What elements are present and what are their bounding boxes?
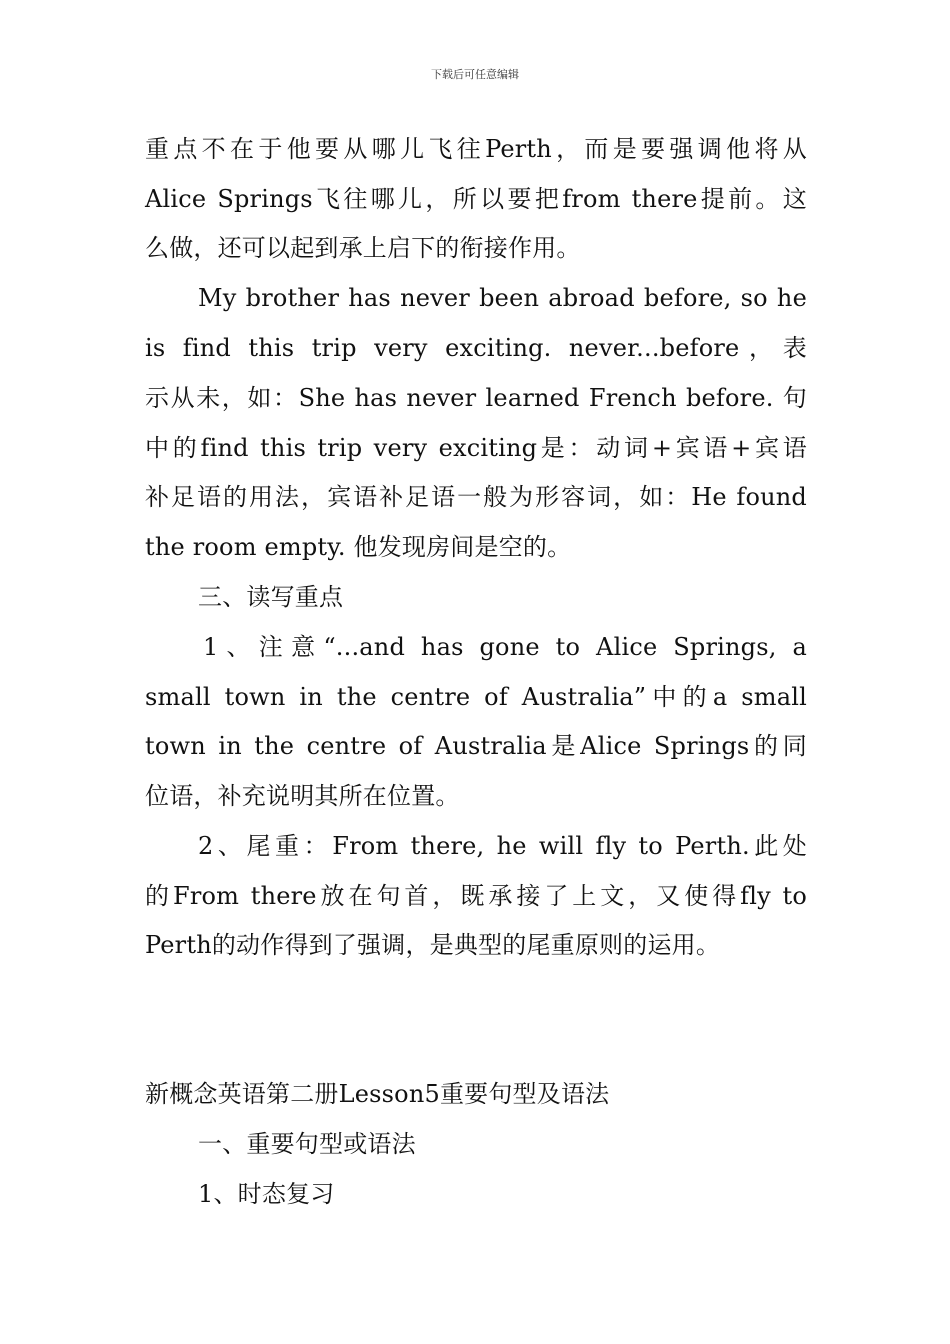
body-line: 么做，还可以起到承上启下的衔接作用。 <box>145 234 581 262</box>
body-line: 的From there放在句首，既承接了上文，又使得fly to <box>145 882 807 910</box>
body-line: Perth的动作得到了强调，是典型的尾重原则的运用。 <box>145 931 721 959</box>
body-line: 1、注意“...and has gone to Alice Springs, a <box>203 633 807 661</box>
subsection-heading: 1、时态复习 <box>198 1180 335 1208</box>
body-line: is find this trip very exciting. never...before，表 <box>145 334 807 362</box>
page-header: 下载后可任意编辑 <box>431 68 519 81</box>
body-line: 中的find this trip very exciting是：动词+宾语+宾语 <box>145 434 807 462</box>
section-heading: 一、重要句型或语法 <box>198 1130 416 1158</box>
section-heading: 三、读写重点 <box>198 583 344 611</box>
body-line: My brother has never been abroad before, so he <box>198 284 807 312</box>
body-line: 重点不在于他要从哪儿飞往Perth，而是要强调他将从 <box>145 135 807 163</box>
body-line: town in the centre of Australia是Alice Springs的同 <box>145 732 807 760</box>
body-line: small town in the centre of Australia”中的a small <box>145 683 807 711</box>
body-line: 示从未，如：She has never learned French before. 句 <box>145 384 807 412</box>
body-line: 2、尾重：From there, he will fly to Perth.此处 <box>198 832 807 860</box>
body-line: Alice Springs飞往哪儿，所以要把from there提前。这 <box>145 185 807 213</box>
body-line: the room empty. 他发现房间是空的。 <box>145 533 572 561</box>
document-title: 新概念英语第二册Lesson5重要句型及语法 <box>145 1080 610 1108</box>
body-line: 补足语的用法，宾语补足语一般为形容词，如：He found <box>145 483 807 511</box>
body-line: 位语，补充说明其所在位置。 <box>145 782 460 810</box>
